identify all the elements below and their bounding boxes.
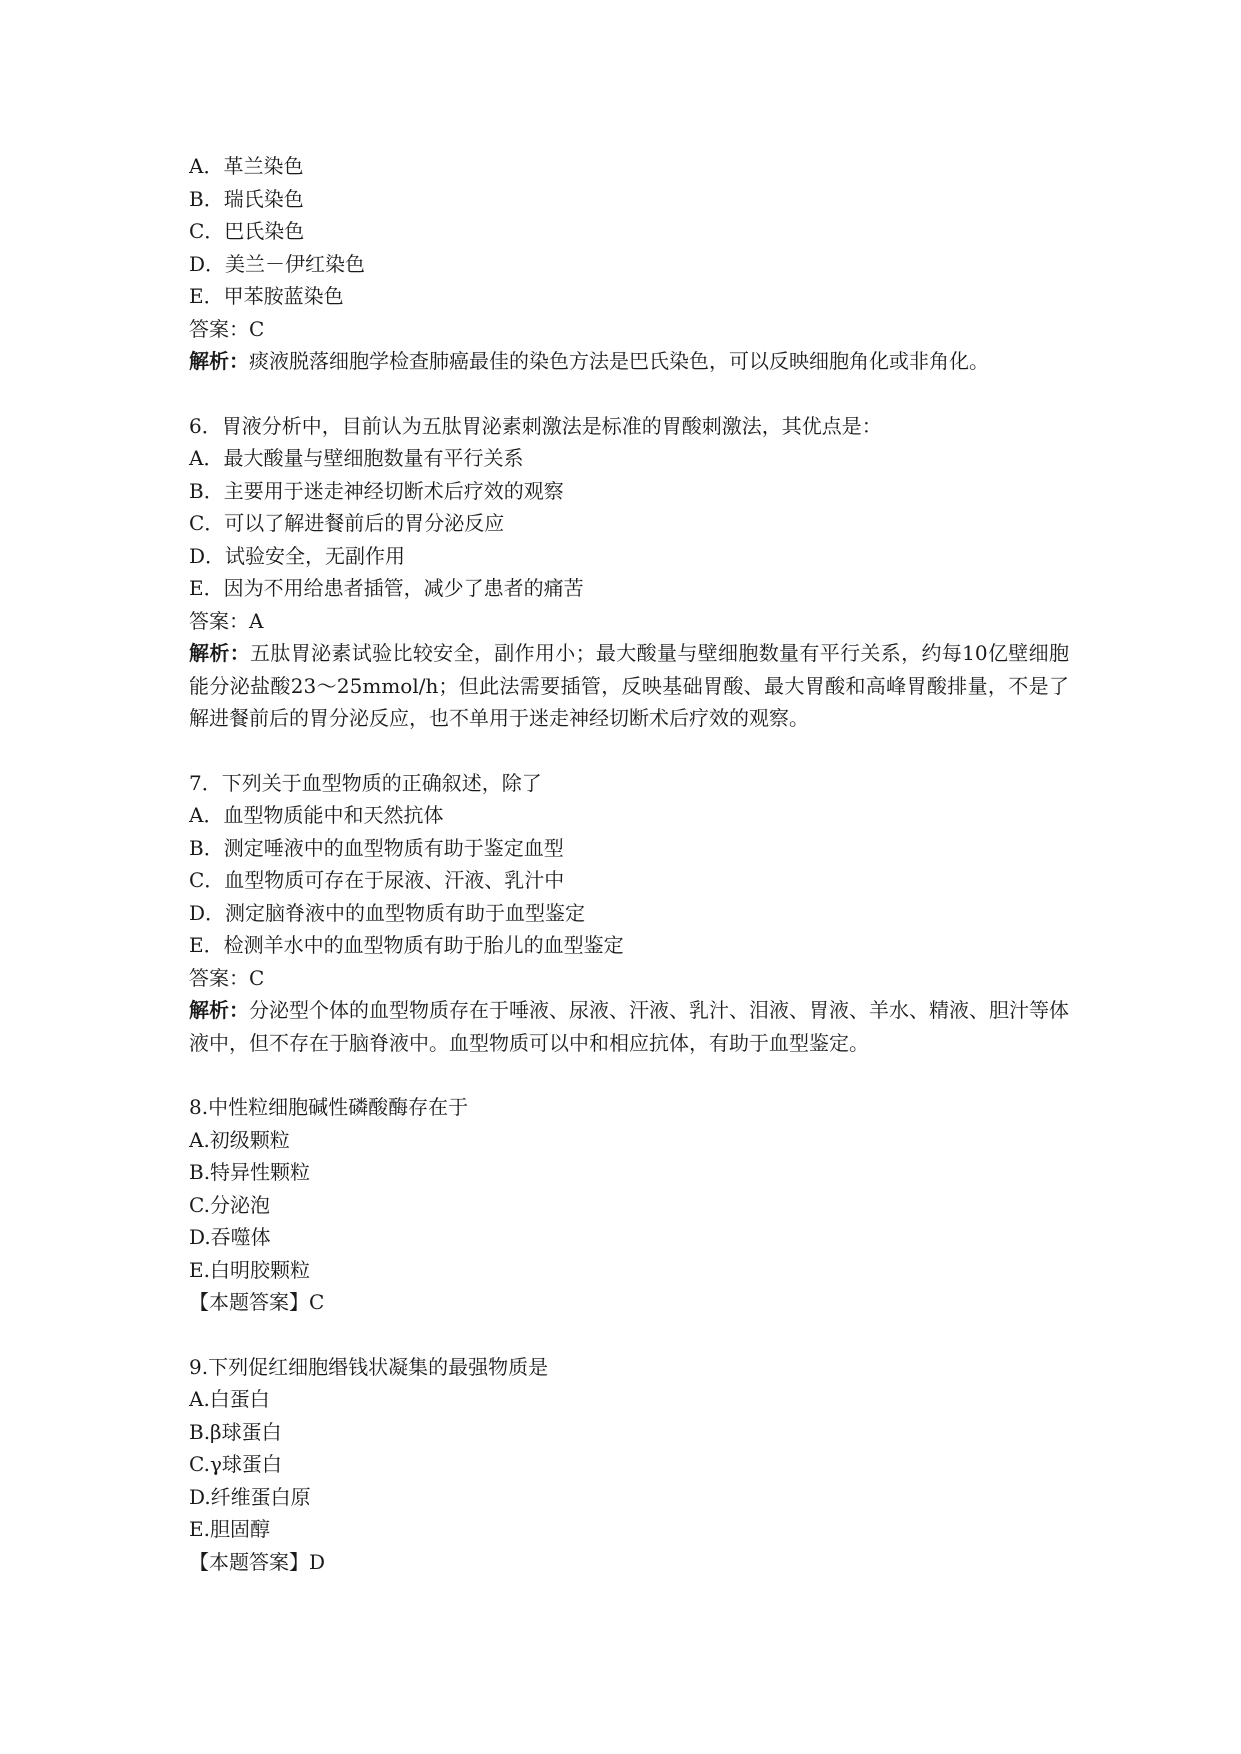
option-d: D.纤维蛋白原 xyxy=(189,1484,311,1509)
analysis-label: 解析： xyxy=(189,998,249,1022)
analysis-label: 解析： xyxy=(189,641,251,665)
option-a: A．最大酸量与壁细胞数量有平行关系 xyxy=(189,446,524,470)
option-b: B.β球蛋白 xyxy=(189,1419,282,1444)
question-stem: 9.下列促红细胞缗钱状凝集的最强物质是 xyxy=(189,1354,549,1379)
option-a: A．血型物质能中和天然抗体 xyxy=(189,803,444,827)
question-6 xyxy=(189,410,1069,735)
spacer xyxy=(189,1059,1069,1091)
option-a: A．革兰染色 xyxy=(189,154,304,178)
option-e: E．检测羊水中的血型物质有助于胎儿的血型鉴定 xyxy=(189,933,624,957)
option-e: E.白明胶颗粒 xyxy=(189,1257,310,1282)
option-d: D．美兰－伊红染色 xyxy=(189,251,366,276)
option-d: D．测定脑脊液中的血型物质有助于血型鉴定 xyxy=(189,900,586,925)
question-stem: 7．下列关于血型物质的正确叙述，除了 xyxy=(189,770,542,795)
answer: 答案：C xyxy=(189,965,265,990)
spacer xyxy=(189,735,1069,767)
option-b: B．瑞氏染色 xyxy=(189,186,304,211)
option-c: C．巴氏染色 xyxy=(189,219,305,243)
analysis-text: 痰液脱落细胞学检查肺癌最佳的染色方法是巴氏染色，可以反映细胞角化或非角化。 xyxy=(249,349,989,373)
question-7 xyxy=(189,767,1069,1060)
question-stem: 8.中性粒细胞碱性磷酸酶存在于 xyxy=(189,1095,469,1119)
option-c: C．可以了解进餐前后的胃分泌反应 xyxy=(189,511,505,535)
option-b: B．主要用于迷走神经切断术后疗效的观察 xyxy=(189,478,564,503)
analysis xyxy=(189,994,1069,1059)
answer: 答案：A xyxy=(189,608,264,633)
option-c: C.分泌泡 xyxy=(189,1192,270,1217)
answer: 【本题答案】D xyxy=(189,1549,326,1574)
question-8 xyxy=(189,1091,1069,1319)
analysis-text: 分泌型个体的血型物质存在于唾液、尿液、汗液、乳汁、泪液、胃液、羊水、精液、胆汁等体液中，但不存在于脑脊液中。血型物质可以中和相应抗体，有助于血型鉴定。 xyxy=(189,998,1069,1055)
analysis-label: 解析： xyxy=(189,349,249,373)
option-d: D.吞噬体 xyxy=(189,1225,271,1249)
answer: 【本题答案】C xyxy=(189,1290,325,1314)
answer: 答案：C xyxy=(189,316,265,341)
question-5 xyxy=(189,150,1069,378)
analysis xyxy=(189,637,1069,735)
analysis xyxy=(189,345,1069,378)
spacer xyxy=(189,378,1069,410)
question-stem: 6．胃液分析中，目前认为五肽胃泌素刺激法是标准的胃酸刺激法，其优点是： xyxy=(189,413,882,438)
option-e: E．甲苯胺蓝染色 xyxy=(189,284,344,308)
option-a: A.初级颗粒 xyxy=(189,1127,290,1152)
option-a: A.白蛋白 xyxy=(189,1387,270,1411)
page-content xyxy=(189,150,1069,1578)
option-b: B.特异性颗粒 xyxy=(189,1160,311,1184)
option-d: D．试验安全，无副作用 xyxy=(189,543,406,568)
option-c: C．血型物质可存在于尿液、汗液、乳汁中 xyxy=(189,868,565,892)
question-9 xyxy=(189,1351,1069,1579)
option-c: C.γ球蛋白 xyxy=(189,1452,282,1476)
option-b: B．测定唾液中的血型物质有助于鉴定血型 xyxy=(189,835,564,860)
option-e: E．因为不用给患者插管，减少了患者的痛苦 xyxy=(189,576,584,600)
spacer xyxy=(189,1319,1069,1351)
option-e: E.胆固醇 xyxy=(189,1517,270,1541)
analysis-text: 五肽胃泌素试验比较安全，副作用小；最大酸量与壁细胞数量有平行关系，约每10亿壁细胞能分泌盐酸23～25mmol/h；但此法需要插管，反映基础胃酸、最大胃酸和高峰胃酸排量，不是了解进餐前后的胃分泌反应，也不单用于迷走神经切断术后疗效的观察。 xyxy=(189,641,1070,730)
